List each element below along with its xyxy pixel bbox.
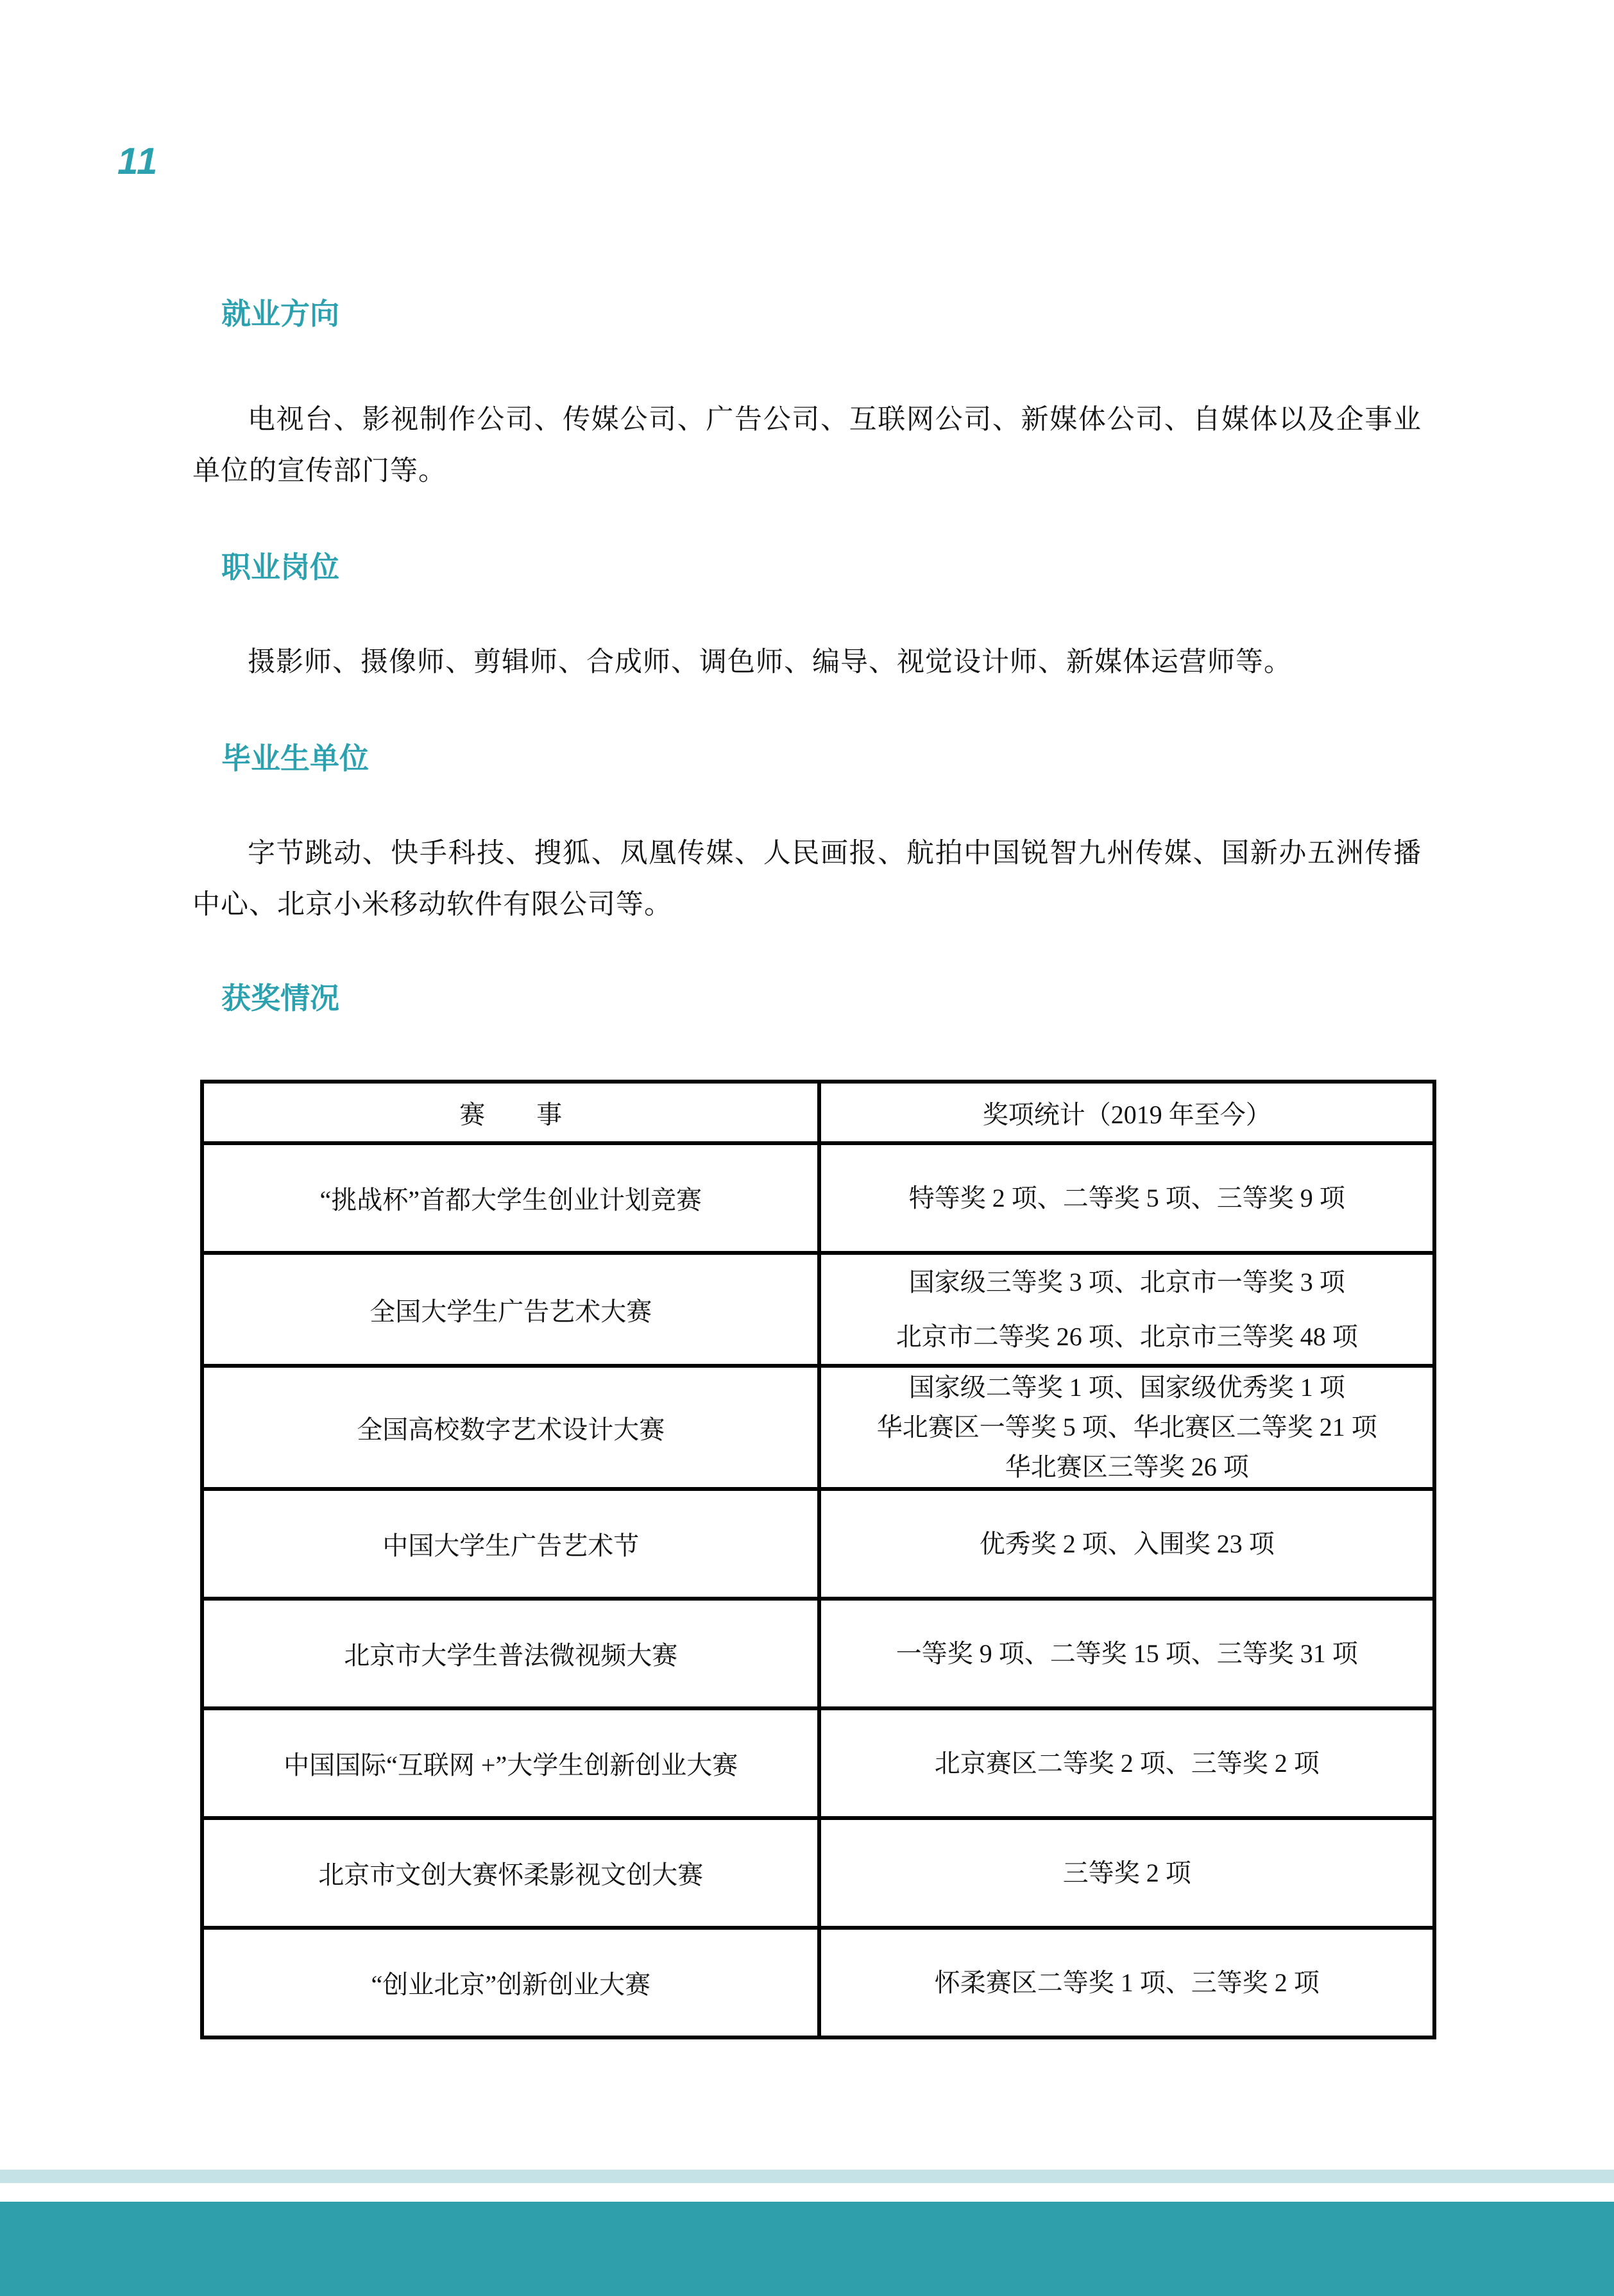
awards-table-header-stats: 奖项统计（2019 年至今） — [819, 1082, 1434, 1143]
table-row — [202, 1253, 1434, 1366]
page-content — [192, 295, 1422, 2039]
awards-line: 华北赛区三等奖 26 项 — [1005, 1452, 1249, 1481]
table-row — [202, 1366, 1434, 1489]
awards-table — [200, 1080, 1436, 2039]
heading-awards: 获奖情况 — [221, 982, 339, 1015]
event-cell: 全国高校数字艺术设计大赛 — [202, 1366, 819, 1489]
page-number: 11 — [117, 140, 159, 182]
awards-line: 华北赛区一等奖 5 项、华北赛区二等奖 21 项 — [876, 1413, 1377, 1441]
awards-cell — [819, 1708, 1434, 1818]
awards-line: 北京赛区二等奖 2 项、三等奖 2 项 — [934, 1748, 1320, 1778]
footer-band-light — [0, 2170, 1614, 2183]
event-cell: “创业北京”创新创业大赛 — [202, 1928, 819, 2037]
awards-cell — [819, 1818, 1434, 1928]
awards-line: 北京市二等奖 26 项、北京市三等奖 48 项 — [896, 1322, 1358, 1351]
awards-line: 国家级三等奖 3 项、北京市一等奖 3 项 — [908, 1268, 1345, 1297]
heading-employment-direction: 就业方向 — [221, 298, 339, 330]
event-cell: “挑战杯”首都大学生创业计划竞赛 — [202, 1143, 819, 1253]
awards-line: 三等奖 2 项 — [1062, 1858, 1191, 1887]
awards-line: 一等奖 9 项、二等奖 15 项、三等奖 31 项 — [896, 1638, 1358, 1668]
event-cell: 中国国际“互联网 +”大学生创新创业大赛 — [202, 1708, 819, 1818]
footer-band-dark — [0, 2202, 1614, 2296]
table-row — [202, 1489, 1434, 1599]
heading-graduate-employers: 毕业生单位 — [221, 742, 369, 775]
paragraph-job-positions: 摄影师、摄像师、剪辑师、合成师、调色师、编导、视觉设计师、新媒体运营师等。 — [248, 647, 1292, 677]
awards-cell — [819, 1366, 1434, 1489]
awards-table-body — [202, 1143, 1434, 2037]
awards-cell — [819, 1143, 1434, 1253]
paragraph-employment-direction: 电视台、影视制作公司、传媒公司、广告公司、互联网公司、新媒体公司、自媒体以及企事业单位的宣传部门等。 — [192, 405, 1422, 486]
awards-line: 优秀奖 2 项、入围奖 23 项 — [979, 1529, 1275, 1558]
awards-cell — [819, 1928, 1434, 2037]
table-row — [202, 1818, 1434, 1928]
awards-line: 怀柔赛区二等奖 1 项、三等奖 2 项 — [934, 1968, 1320, 1997]
event-cell: 北京市文创大赛怀柔影视文创大赛 — [202, 1818, 819, 1928]
paragraph-graduate-employers: 字节跳动、快手科技、搜狐、凤凰传媒、人民画报、航拍中国锐智九州传媒、国新办五洲传播中心、北京小米移动软件有限公司等。 — [192, 838, 1422, 920]
heading-job-positions: 职业岗位 — [221, 551, 339, 584]
table-row — [202, 1708, 1434, 1818]
awards-table-header-row — [202, 1082, 1434, 1143]
awards-cell — [819, 1489, 1434, 1599]
event-cell: 全国大学生广告艺术大赛 — [202, 1253, 819, 1366]
awards-line: 特等奖 2 项、二等奖 5 项、三等奖 9 项 — [908, 1183, 1345, 1212]
event-cell: 北京市大学生普法微视频大赛 — [202, 1599, 819, 1708]
awards-cell — [819, 1599, 1434, 1708]
table-row — [202, 1599, 1434, 1708]
event-cell: 中国大学生广告艺术节 — [202, 1489, 819, 1599]
awards-cell — [819, 1253, 1434, 1366]
awards-table-header-event: 赛 事 — [202, 1082, 819, 1143]
awards-line: 国家级二等奖 1 项、国家级优秀奖 1 项 — [908, 1373, 1345, 1402]
table-row — [202, 1143, 1434, 1253]
table-row — [202, 1928, 1434, 2037]
